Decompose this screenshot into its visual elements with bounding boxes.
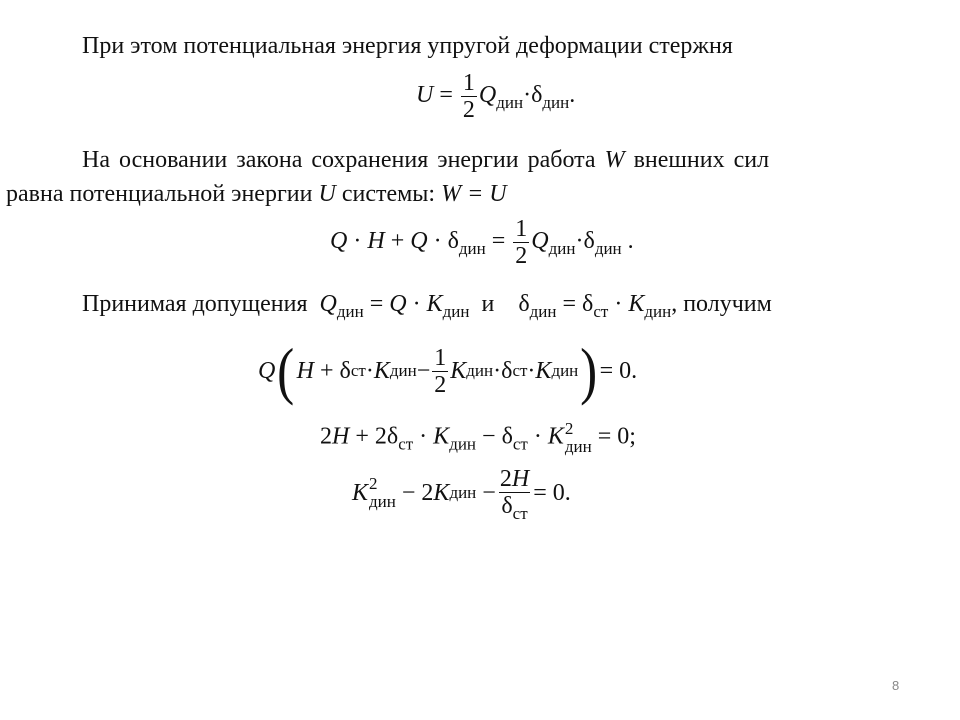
text-line-3: равна потенциальной энергии U системы: W = U	[6, 181, 507, 207]
fraction-one-half: $\frac{1}{2}$	[462, 70, 475, 123]
page-number: 8	[892, 678, 900, 693]
equation-expanded: Q ( H + δ ст · K дин − $\frac{1}{2}$ K дин ·δ ст · K дин ) = 0.	[258, 335, 638, 406]
text-line-1: При этом потенциальная энергия упругой деформации стержня	[82, 33, 733, 59]
equation-quadratic-form: $2H + 2\delta_{ст} \cdot K_{дин} - \delta_{ст} \cdot K$ 2 дин = 0;	[320, 419, 636, 456]
equation-quadratic: K 2 дин − 2 K дин − $\frac{2H}{\delta_{ст}}$ = 0.	[352, 466, 571, 523]
equation-work-energy: $Q \cdot H + Q \cdot \delta_{дин}$ = $\frac{1}{2}$ $Q_{дин}\cdot\delta_{дин}$ .	[330, 216, 634, 269]
text-line-4: Принимая допущения $Q_{дин} = Q \cdot K_{дин}$ и $\delta_{дин} = \delta_{ст} \cdot K_{дин}$, получим	[82, 291, 772, 321]
text-line-2: На основании закона сохранения энергии работа W внешних сил	[82, 147, 770, 173]
equation-energy: U = $\frac{1}{2}$ $Q_{дин}\cdot\delta_{дин}$.	[416, 70, 576, 123]
